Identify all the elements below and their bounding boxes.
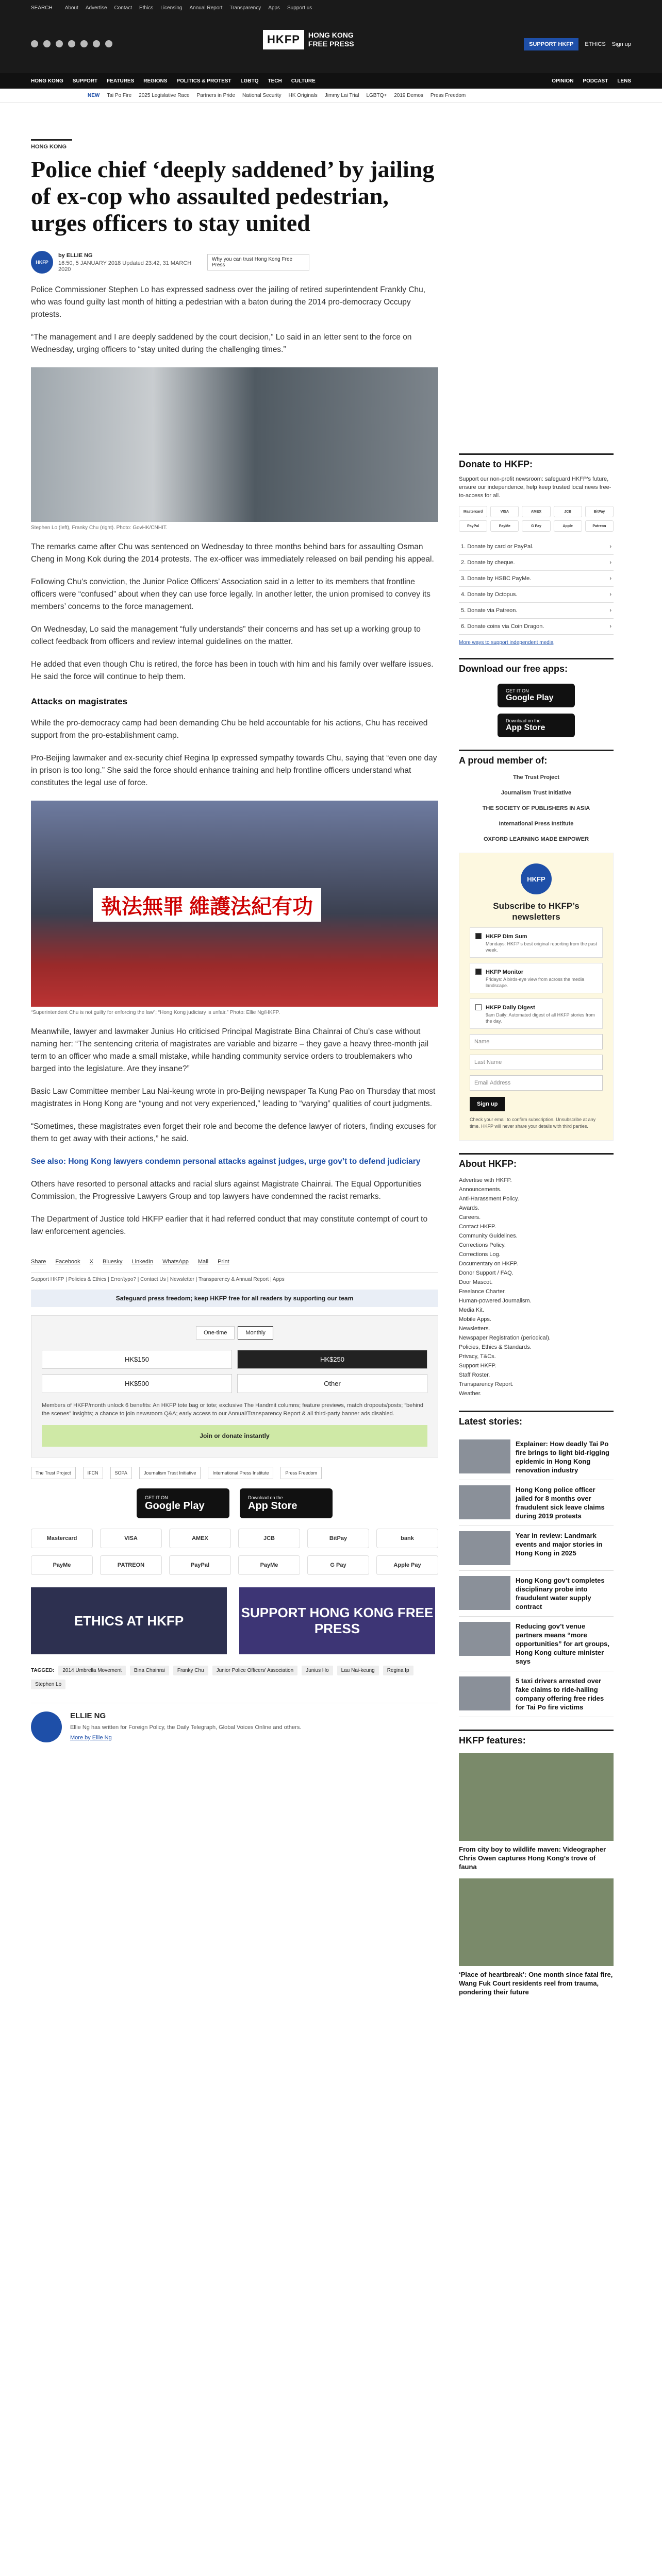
new-badge: NEW <box>88 93 100 98</box>
option-label: 3. Donate by HSBC PayMe. <box>461 575 532 582</box>
paragraph: He added that even though Chu is retired, the force has been in touch with him and his family over welfare issues. He said the force will continue to help them. <box>31 660 434 681</box>
signup-button[interactable]: Sign up <box>470 1097 505 1111</box>
card-logo[interactable]: VISA <box>490 506 519 517</box>
tab-one-time[interactable]: One-time <box>196 1326 235 1340</box>
x-icon[interactable] <box>43 40 51 47</box>
story-thumbnail[interactable] <box>459 1622 510 1656</box>
payment-logo[interactable]: PayPal <box>169 1555 231 1575</box>
nav-item[interactable]: SUPPORT <box>72 78 98 84</box>
store-small: Download on the <box>248 1495 283 1500</box>
subnav-item[interactable]: 2025 Legislative Race <box>139 93 190 98</box>
support-hkfp-button[interactable]: SUPPORT HKFP <box>524 38 578 50</box>
amount-option[interactable]: HK$150 <box>42 1350 232 1369</box>
top-link[interactable]: Apps <box>268 5 280 11</box>
sidebar-heading: Donate to HKFP: <box>459 453 614 470</box>
newsletter-title: Subscribe to HKFP’s newsletters <box>493 901 580 922</box>
rss-icon[interactable] <box>105 40 112 47</box>
card-logos <box>459 506 614 532</box>
tag[interactable]: 2014 Umbrella Movement <box>58 1666 126 1675</box>
checkbox-checked-icon[interactable] <box>475 969 482 975</box>
about-link[interactable]: Human-powered Journalism. <box>459 1298 532 1304</box>
google-play-button[interactable] <box>137 1488 229 1518</box>
subnav-item[interactable]: National Security <box>242 93 282 98</box>
store-small: Download on the <box>506 718 541 723</box>
app-store-button[interactable] <box>240 1488 333 1518</box>
chevron-right-icon: › <box>609 560 611 566</box>
sidebar-heading: About HKFP: <box>459 1153 614 1170</box>
nav-item[interactable]: REGIONS <box>143 78 168 84</box>
story-thumbnail[interactable] <box>459 1531 510 1565</box>
article-dates: 16:50, 5 JANUARY 2018 Updated 23:42, 31 MARCH 2020 <box>58 260 192 273</box>
about-link[interactable]: Transparency Report. <box>459 1381 514 1387</box>
subnav-item[interactable]: Tai Po Fire <box>107 93 132 98</box>
paragraph: Others have resorted to personal attacks and racial slurs against Magistrate Chainrai. The Equal Opportunities Commission, the Progressive Lawyers Group and top lawyers have condemned the racist remarks. <box>31 1180 422 1201</box>
tagged-label: TAGGED: <box>31 1668 55 1673</box>
top-link[interactable]: Support us <box>287 5 312 11</box>
google-play-button[interactable] <box>498 684 575 707</box>
option-label: 5. Donate via Patreon. <box>461 607 518 614</box>
about-link[interactable]: Staff Roster. <box>459 1372 490 1378</box>
share-link[interactable]: Facebook <box>55 1259 80 1265</box>
subnav-item[interactable]: 2019 Demos <box>394 93 423 98</box>
payment-logo[interactable]: AMEX <box>169 1529 231 1548</box>
latest-stories <box>459 1434 614 1717</box>
story-item[interactable] <box>459 1526 614 1571</box>
youtube-icon[interactable] <box>68 40 75 47</box>
nav-item[interactable]: TECH <box>268 78 282 84</box>
author-box <box>31 1703 438 1742</box>
story-headline[interactable]: Year in review: Landmark events and major stories in Hong Kong in 2025 <box>516 1532 603 1557</box>
paragraph: While the pro-democracy camp had been demanding Chu be held accountable for his actions, Chu has received support from the pro-establishment camp. <box>31 719 428 740</box>
card-logo[interactable]: PayMe <box>490 520 519 532</box>
author-bio: Ellie Ng has written for Foreign Policy, the Daily Telegraph, Global Voices Online and others. <box>70 1724 302 1731</box>
byline <box>31 251 438 274</box>
logo-line: HONG KONG <box>308 31 354 39</box>
share-link[interactable]: LinkedIn <box>131 1259 154 1265</box>
nav-item[interactable]: HONG KONG <box>31 78 63 84</box>
about-link[interactable]: Anti-Harassment Policy. <box>459 1196 519 1202</box>
card-logo[interactable]: JCB <box>554 506 582 517</box>
amount-option[interactable]: HK$500 <box>42 1374 232 1393</box>
option-label: 4. Donate by Octopus. <box>461 591 518 598</box>
article-title: Police chief ‘deeply saddened’ by jailing of ex-cop who assaulted pedestrian, urges officers to stay united <box>31 156 435 236</box>
about-link[interactable]: Advertise with HKFP. <box>459 1177 512 1183</box>
social-icons <box>31 40 112 47</box>
paragraph: The remarks came after Chu was sentenced on Wednesday to three months behind bars for assaulting Osman Cheng in Mong Kok during the 2014 protests. The ex-officer was immediately released on bail pending his appeal. <box>31 543 434 564</box>
sidebar-heading: Download our free apps: <box>459 658 614 674</box>
story-headline[interactable]: 5 taxi drivers arrested over fake claims to ride-hailing company offering free rides for Tai Po fire victims <box>516 1677 604 1711</box>
newsletter-note: Check your email to confirm subscription. Unsubscribe at any time. HKFP will never share your details with third parties. <box>470 1117 596 1129</box>
article-footer-links[interactable]: Support HKFP | Policies & Ethics | Error/typo? | Contact Us | Newsletter | Transparency & Annual Report | Apps <box>31 1272 438 1282</box>
about-links <box>459 1176 614 1398</box>
share-bar <box>31 1259 438 1265</box>
partner-logo[interactable]: International Press Institute <box>208 1467 273 1479</box>
nav-item[interactable]: LGBTQ <box>240 78 259 84</box>
about-link[interactable]: Freelance Charter. <box>459 1289 506 1295</box>
member-logo[interactable]: Journalism Trust Initiative <box>501 790 572 796</box>
payment-logo[interactable]: JCB <box>238 1529 300 1548</box>
feature-headline[interactable]: From city boy to wildlife maven: Videographer Chris Owen captures Hong Kong’s trove of fauna <box>459 1845 606 1871</box>
donate-option[interactable] <box>459 619 614 635</box>
last-name-field[interactable]: Last Name <box>470 1055 603 1070</box>
header-actions <box>524 38 631 50</box>
option-label: 1. Donate by card or PayPal. <box>461 544 534 550</box>
paragraph: Pro-Beijing lawmaker and ex-security chief Regina Ip expressed sympathy towards Chu, saying that “even one day in prison is too long.” She said the force should enhance training and help frontline officers understand what constitutes the legal use of force. <box>31 754 437 787</box>
subnav-item[interactable]: Partners in Pride <box>196 93 236 98</box>
payment-logo[interactable]: Apple Pay <box>376 1555 438 1575</box>
story-headline[interactable]: Reducing gov’t venue partners means “more opportunities” for art groups, Hong Kong culture minister says <box>516 1622 609 1665</box>
store-big: Google Play <box>145 1500 205 1512</box>
payment-logo[interactable]: Mastercard <box>31 1529 93 1548</box>
donate-options <box>459 539 614 635</box>
card-logo[interactable]: AMEX <box>522 506 550 517</box>
partner-logo[interactable]: SOPA <box>110 1467 132 1479</box>
nl-name: HKFP Monitor <box>486 969 524 975</box>
about-link[interactable]: Door Mascot. <box>459 1279 493 1285</box>
paragraph: Following Chu’s conviction, the Junior Police Officers’ Association said in a letter to its members that frontline officers were “confused” about when they can use force legally. In another letter, the union promised to convey its members’ concerns to the force management. <box>31 578 431 611</box>
story-item[interactable] <box>459 1617 614 1671</box>
tag[interactable]: Junius Ho <box>302 1666 333 1675</box>
top-link[interactable]: Transparency <box>229 5 261 11</box>
author-avatar[interactable]: HKFP <box>31 251 53 274</box>
payment-logo[interactable]: PayMe <box>31 1555 93 1575</box>
sidebar-heading: HKFP features: <box>459 1730 614 1746</box>
paragraph: “The management and I are deeply saddened by the court decision,” Lo said in an letter sent to the force on Wednesday, urging officers to “stay united during the challenging times.” <box>31 333 412 354</box>
top-link[interactable]: Annual Report <box>189 5 223 11</box>
about-link[interactable]: Support HKFP. <box>459 1363 496 1369</box>
about-link[interactable]: Policies, Ethics & Standards. <box>459 1344 532 1350</box>
about-link[interactable]: Corrections Log. <box>459 1251 501 1258</box>
option-label: 6. Donate coins via Coin Dragon. <box>461 623 544 630</box>
store-small: GET IT ON <box>145 1495 168 1500</box>
payment-logo[interactable]: PayMe <box>238 1555 300 1575</box>
about-link[interactable]: Newsletters. <box>459 1326 490 1332</box>
payment-logo[interactable]: G Pay <box>307 1555 369 1575</box>
story-item[interactable] <box>459 1571 614 1617</box>
member-logo[interactable]: THE SOCIETY OF PUBLISHERS IN ASIA <box>482 805 590 811</box>
card-logo[interactable]: Patreon <box>585 520 614 532</box>
checkbox-icon[interactable] <box>475 1004 482 1010</box>
partner-logo[interactable]: Press Freedom <box>280 1467 322 1479</box>
signup-link[interactable]: Sign up <box>611 41 631 47</box>
search-link[interactable]: SEARCH <box>31 5 53 11</box>
story-thumbnail[interactable] <box>459 1485 510 1519</box>
about-link[interactable]: Corrections Policy. <box>459 1242 506 1248</box>
sidebar-heading: A proud member of: <box>459 750 614 766</box>
paragraph: “Sometimes, these magistrates even forget their role and become the defence lawyer of rioters, finding excuses for them to get away with their actions,” he said. <box>31 1122 437 1143</box>
tag-list <box>31 1666 438 1689</box>
partner-logo[interactable]: Journalism Trust Initiative <box>139 1467 201 1479</box>
store-small: GET IT ON <box>506 688 529 693</box>
nav-item[interactable]: POLITICS & PROTEST <box>176 78 231 84</box>
facebook-icon[interactable] <box>31 40 38 47</box>
share-link[interactable]: Mail <box>197 1259 209 1265</box>
about-link[interactable]: Documentary on HKFP. <box>459 1261 518 1267</box>
tag[interactable]: Lau Nai-keung <box>337 1666 379 1675</box>
about-link[interactable]: Media Kit. <box>459 1307 484 1313</box>
subnav-item[interactable]: LGBTQ+ <box>366 93 387 98</box>
main-nav <box>0 73 662 89</box>
top-link[interactable]: Ethics <box>139 5 154 11</box>
donate-strip[interactable]: Safeguard press freedom; keep HKFP free for all readers by supporting our team <box>31 1290 438 1307</box>
member-logo[interactable]: The Trust Project <box>513 774 559 781</box>
tag[interactable]: Junior Police Officers' Association <box>212 1666 298 1675</box>
donate-option[interactable] <box>459 555 614 571</box>
feature-item[interactable] <box>459 1878 614 1996</box>
email-field[interactable]: Email Address <box>470 1075 603 1091</box>
subnav-item[interactable]: Press Freedom <box>430 93 466 98</box>
member-logo[interactable]: OXFORD LEARNING MADE EMPOWER <box>483 836 589 842</box>
paragraph: Police Commissioner Stephen Lo has expressed sadness over the jailing of retired superintendent Frankly Chu, who was found guilty last month of hitting a pedestrian with a baton during the 2014 pro-democracy Occupy protests. <box>31 285 426 319</box>
store-big: App Store <box>506 723 545 732</box>
telegram-icon[interactable] <box>80 40 88 47</box>
article <box>31 139 438 1742</box>
logo-line: FREE PRESS <box>308 40 354 48</box>
payment-logo[interactable]: VISA <box>100 1529 162 1548</box>
tag[interactable]: Stephen Lo <box>31 1680 65 1689</box>
payment-methods <box>31 1529 438 1575</box>
subnav-item[interactable]: Jimmy Lai Trial <box>324 93 359 98</box>
sidebar-app-buttons <box>459 684 614 737</box>
about-link[interactable]: Weather. <box>459 1391 482 1397</box>
about-link[interactable]: Careers. <box>459 1214 481 1221</box>
more-ways-link[interactable]: More ways to support independent media <box>459 640 554 646</box>
article-body <box>31 284 438 1238</box>
card-logo[interactable]: Apple <box>554 520 582 532</box>
member-logos <box>459 774 614 842</box>
payment-logo[interactable]: PATREON <box>100 1555 162 1575</box>
protest-banner: 執法無罪 維護法紀有功 <box>93 888 321 922</box>
about-link[interactable]: Newspaper Registration (periodical). <box>459 1335 551 1341</box>
chevron-right-icon: › <box>609 591 611 598</box>
article-photo <box>31 367 438 522</box>
feature-stories <box>459 1753 614 1996</box>
nav-item[interactable]: OPINION <box>552 78 574 84</box>
donate-option[interactable] <box>459 603 614 619</box>
app-store-button[interactable] <box>498 714 575 737</box>
feature-image[interactable] <box>459 1753 614 1841</box>
photo-caption: “Superintendent Chu is not guilty for enforcing the law”; “Hong Kong judiciary is unfair.” Photo: Ellie Ng/HKFP. <box>31 1010 280 1015</box>
tag[interactable]: Bina Chainrai <box>130 1666 169 1675</box>
share-link[interactable]: X <box>89 1259 94 1265</box>
paragraph: Meanwhile, lawyer and lawmaker Junius Ho criticised Principal Magistrate Bina Chainrai of Chu’s case without naming her: “The sentencing criteria of magistrates are variable and bizarre – they gave a heavy three-month jail term to an officer who made a small mistake, while handing community service orders to troublemakers who barged into the legislature. Are they insane?” <box>31 1027 429 1073</box>
story-thumbnail[interactable] <box>459 1439 510 1473</box>
photo-caption: Stephen Lo (left), Franky Chu (right). Photo: GovHK/CNHIT. <box>31 525 168 531</box>
chevron-right-icon: › <box>609 607 611 614</box>
top-link[interactable]: Licensing <box>160 5 183 11</box>
linkedin-icon[interactable] <box>93 40 100 47</box>
story-thumbnail[interactable] <box>459 1576 510 1610</box>
story-item[interactable] <box>459 1480 614 1526</box>
card-logo[interactable]: Mastercard <box>459 506 487 517</box>
card-logo[interactable]: G Pay <box>522 520 550 532</box>
paragraph: Basic Law Committee member Lau Nai-keung wrote in pro-Beijing newspaper Ta Kung Pao on Thursday that most magistrates in Hong Kong are “young and not very experienced,” leading to “varying” qualities of court judgments. <box>31 1087 436 1108</box>
hkfp-logo[interactable] <box>263 30 354 49</box>
store-big: App Store <box>248 1500 297 1512</box>
feature-item[interactable] <box>459 1753 614 1871</box>
nl-name: HKFP Daily Digest <box>486 1005 535 1011</box>
story-thumbnail[interactable] <box>459 1676 510 1710</box>
nl-desc: Mondays: HKFP’s best original reporting from the past week. <box>486 941 597 953</box>
chevron-right-icon: › <box>609 623 611 630</box>
partner-logo[interactable]: IFCN <box>83 1467 103 1479</box>
story-item[interactable] <box>459 1671 614 1717</box>
payment-logo[interactable]: BitPay <box>307 1529 369 1548</box>
site-header <box>0 15 662 73</box>
article-photo <box>31 801 438 1007</box>
about-link[interactable]: Mobile Apps. <box>459 1316 491 1323</box>
about-link[interactable]: Awards. <box>459 1205 479 1211</box>
donate-option[interactable] <box>459 571 614 587</box>
partner-logos <box>31 1467 438 1479</box>
share-link[interactable]: Share <box>31 1259 46 1265</box>
feature-headline[interactable]: ‘Place of heartbreak’: One month since fatal fire, Wang Fuk Court residents reel from trauma, pondering their future <box>459 1971 613 1996</box>
tag[interactable]: Franky Chu <box>173 1666 208 1675</box>
subheading: Attacks on magistrates <box>31 697 128 706</box>
top-link[interactable]: Advertise <box>85 5 107 11</box>
author-photo[interactable] <box>31 1711 62 1742</box>
story-headline[interactable]: Hong Kong gov’t completes disciplinary probe into fraudulent water supply contract <box>516 1577 605 1611</box>
chevron-right-icon: › <box>609 575 611 582</box>
nav-item[interactable]: LENS <box>617 78 631 84</box>
top-link[interactable]: About <box>64 5 78 11</box>
chevron-right-icon: › <box>609 544 611 550</box>
newsletter-option[interactable] <box>470 927 603 958</box>
subnav-item[interactable]: HK Originals <box>288 93 318 98</box>
donate-text: Support our non-profit newsroom: safeguard HKFP’s future, ensure our independence, help keep trusted local news free-to-access for all. <box>459 476 611 499</box>
story-headline[interactable]: Explainer: How deadly Tai Po fire brings to light bid-rigging epidemic in Hong Kong renovation industry <box>516 1440 609 1474</box>
card-logo[interactable]: PayPal <box>459 520 487 532</box>
store-big: Google Play <box>506 693 554 702</box>
amount-option[interactable]: Other <box>237 1374 427 1393</box>
members-text: Members of HKFP/month unlock 6 benefits: An HKFP tote bag or tote; exclusive The Handmit columns; feature previews, match dropouts/posts; “behind the scenes” insights; a chance to join newsroom Q&A; early access to our Annual/Transparency Report & all third-party banner ads disabled. <box>42 1402 424 1417</box>
member-logo[interactable]: International Press Institute <box>499 821 574 827</box>
more-by-author-link[interactable]: More by Ellie Ng <box>70 1735 112 1741</box>
story-item[interactable] <box>459 1434 614 1480</box>
name-field[interactable]: Name <box>470 1034 603 1049</box>
newsletter-logo: HKFP <box>521 863 552 894</box>
newsletter-option[interactable] <box>470 998 603 1029</box>
card-logo[interactable]: BitPay <box>585 506 614 517</box>
ethics-link[interactable]: ETHICS <box>585 41 606 47</box>
checkbox-checked-icon[interactable] <box>475 933 482 939</box>
paragraph: The Department of Justice told HKFP earlier that it had referred conduct that may constitute contempt of court to law enforcement agencies. <box>31 1215 428 1236</box>
payment-logo[interactable]: bank <box>376 1529 438 1548</box>
instagram-icon[interactable] <box>56 40 63 47</box>
share-link[interactable]: WhatsApp <box>162 1259 189 1265</box>
amount-option[interactable]: HK$250 <box>237 1350 427 1369</box>
see-also[interactable]: See also: Hong Kong lawyers condemn personal attacks against judges, urge gov’t to defend judiciary <box>31 1157 421 1166</box>
article-kicker[interactable]: HONG KONG <box>31 139 72 150</box>
sidebar <box>459 453 614 1996</box>
tab-monthly[interactable]: Monthly <box>238 1326 273 1340</box>
feature-image[interactable] <box>459 1878 614 1966</box>
nl-desc: 9am Daily: Automated digest of all HKFP stories from the day. <box>486 1012 595 1024</box>
support-promo[interactable]: SUPPORT HONG KONG FREE PRESS <box>239 1587 435 1654</box>
about-link[interactable]: Donor Support / FAQ. <box>459 1270 514 1276</box>
nav-item[interactable]: FEATURES <box>107 78 135 84</box>
sub-nav <box>0 89 662 103</box>
nav-item[interactable]: CULTURE <box>291 78 316 84</box>
about-link[interactable]: Privacy, T&Cs. <box>459 1353 496 1360</box>
newsletter-box <box>459 853 614 1141</box>
trust-link[interactable]: Why you can trust Hong Kong Free Press <box>207 254 309 270</box>
tag[interactable]: Regina Ip <box>383 1666 413 1675</box>
share-link[interactable]: Bluesky <box>103 1259 123 1265</box>
option-label: 2. Donate by cheque. <box>461 560 515 566</box>
about-link[interactable]: Announcements. <box>459 1187 502 1193</box>
app-store-buttons <box>31 1488 438 1518</box>
about-link[interactable]: Contact HKFP. <box>459 1224 496 1230</box>
story-headline[interactable]: Hong Kong police officer jailed for 8 months over fraudulent sick leave claims during 2019 protests <box>516 1486 605 1520</box>
donate-box <box>31 1315 438 1458</box>
author-box-name[interactable]: ELLIE NG <box>70 1711 106 1720</box>
partner-logo[interactable]: The Trust Project <box>31 1467 76 1479</box>
top-link[interactable]: Contact <box>114 5 132 11</box>
paragraph: On Wednesday, Lo said the management “fully understands” their concerns and has set up a working group to collect feedback from officers and review internal guidelines on the matter. <box>31 625 421 646</box>
donate-option[interactable] <box>459 539 614 555</box>
about-link[interactable]: Community Guidelines. <box>459 1233 518 1239</box>
promo-banners <box>31 1587 438 1654</box>
ethics-promo[interactable]: ETHICS AT HKFP <box>31 1587 227 1654</box>
logo-box: HKFP <box>263 30 304 49</box>
newsletter-option[interactable] <box>470 963 603 993</box>
sidebar-heading: Latest stories: <box>459 1411 614 1427</box>
nav-item[interactable]: PODCAST <box>583 78 608 84</box>
top-links <box>65 5 312 11</box>
nl-desc: Fridays: A birds-eye view from across the media landscape. <box>486 977 585 988</box>
top-bar <box>0 0 662 15</box>
nl-name: HKFP Dim Sum <box>486 934 527 940</box>
share-link[interactable]: Print <box>218 1259 229 1265</box>
author-name[interactable]: by ELLIE NG <box>58 252 93 259</box>
donate-option[interactable] <box>459 587 614 603</box>
join-button[interactable]: Join or donate instantly <box>42 1425 427 1447</box>
